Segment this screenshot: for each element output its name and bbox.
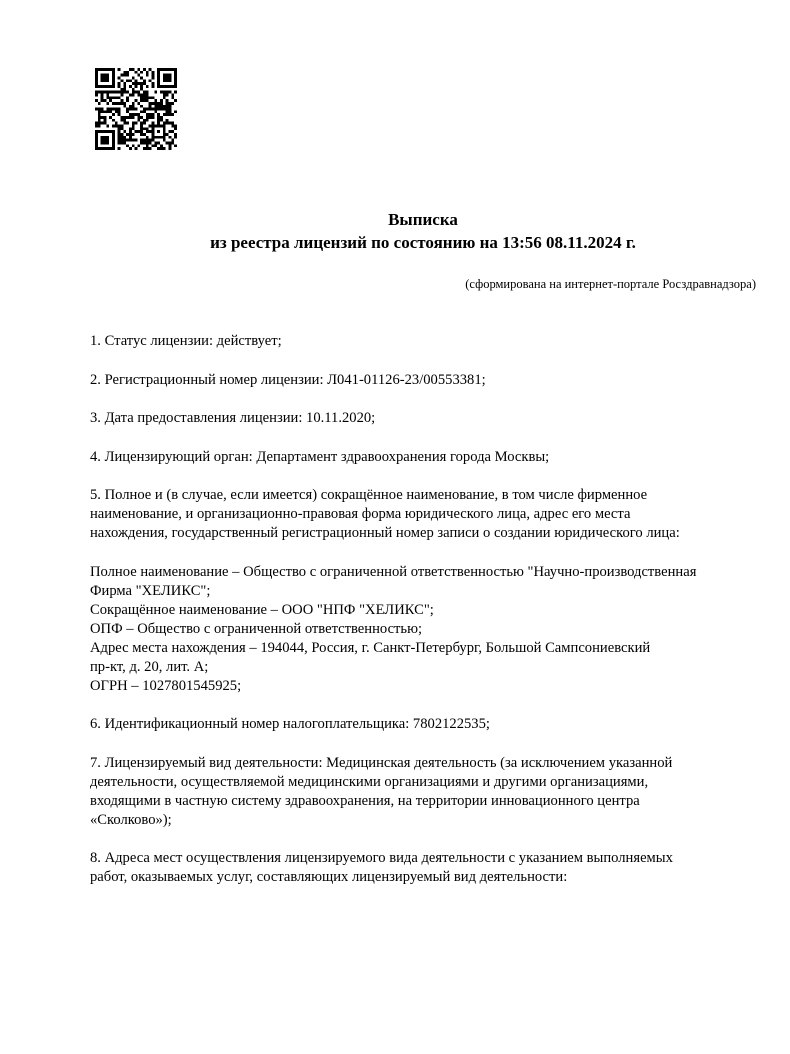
item-licensed-activity [90, 754, 756, 830]
item-taxpayer-number [90, 715, 756, 734]
document-body [90, 332, 756, 887]
generation-note: (сформирована на интернет-портале Росздравнадзора) [465, 277, 756, 291]
text-line: 5. Полное и (в случае, если имеется) сокращённое наименование, в том числе фирменное [90, 487, 648, 503]
item-license-status [90, 332, 756, 351]
text-line: работ, оказываемых услуг, составляющих лицензируемый вид деятельности: [90, 869, 568, 885]
item-registration-number [90, 371, 756, 390]
item-activity-addresses [90, 849, 756, 887]
item-organization-intro [90, 486, 756, 543]
address-line: пр-кт, д. 20, лит. А; [90, 658, 209, 675]
item-licensing-authority [90, 448, 756, 467]
text-line: 2. Регистрационный номер лицензии: Л041-01126-23/00553381; [90, 371, 486, 388]
qr-code [95, 68, 177, 150]
text-line: деятельности, осуществляемой медицинскими организациями и другими организациями, [90, 773, 649, 790]
text-line: 8. Адреса мест осуществления лицензируемого вида деятельности с указанием выполняемых [90, 850, 673, 866]
text-line: наименование, и организационно-правовая форма юридического лица, адрес его места [90, 506, 631, 522]
legal-form-line: ОПФ – Общество с ограниченной ответственностью; [90, 620, 423, 637]
address-line: Адрес места нахождения – 194044, Россия, г. Санкт-Петербург, Большой Сампсониевский [90, 639, 651, 656]
text-line: 4. Лицензирующий орган: Департамент здравоохранения города Москвы; [90, 448, 550, 465]
title-line-2: из реестра лицензий по состоянию на 13:56 08.11.2024 г. [210, 233, 636, 252]
text-line: «Сколково»); [90, 811, 172, 828]
organization-details-block [90, 563, 756, 696]
text-line: 7. Лицензируемый вид деятельности: Медицинская деятельность (за исключением указанной [90, 754, 673, 771]
short-name-line: Сокращённое наименование – ООО "НПФ "ХЕЛИКС"; [90, 601, 434, 618]
ogrn-line: ОГРН – 1027801545925; [90, 677, 242, 694]
full-name-line: Полное наименование – Общество с ограниченной ответственностью "Научно-производственная [90, 563, 697, 580]
title-line-1: Выписка [388, 210, 458, 229]
text-line: нахождения, государственный регистрационный номер записи о создании юридического лица: [90, 525, 680, 541]
document-title [90, 208, 756, 254]
item-grant-date [90, 409, 756, 428]
full-name-line: Фирма "ХЕЛИКС"; [90, 582, 211, 599]
text-line: 3. Дата предоставления лицензии: 10.11.2020; [90, 410, 376, 426]
text-line: 1. Статус лицензии: действует; [90, 333, 282, 349]
text-line: входящими в частную систему здравоохранения, на территории инновационного центра [90, 792, 640, 809]
text-line: 6. Идентификационный номер налогоплательщика: 7802122535; [90, 716, 490, 732]
